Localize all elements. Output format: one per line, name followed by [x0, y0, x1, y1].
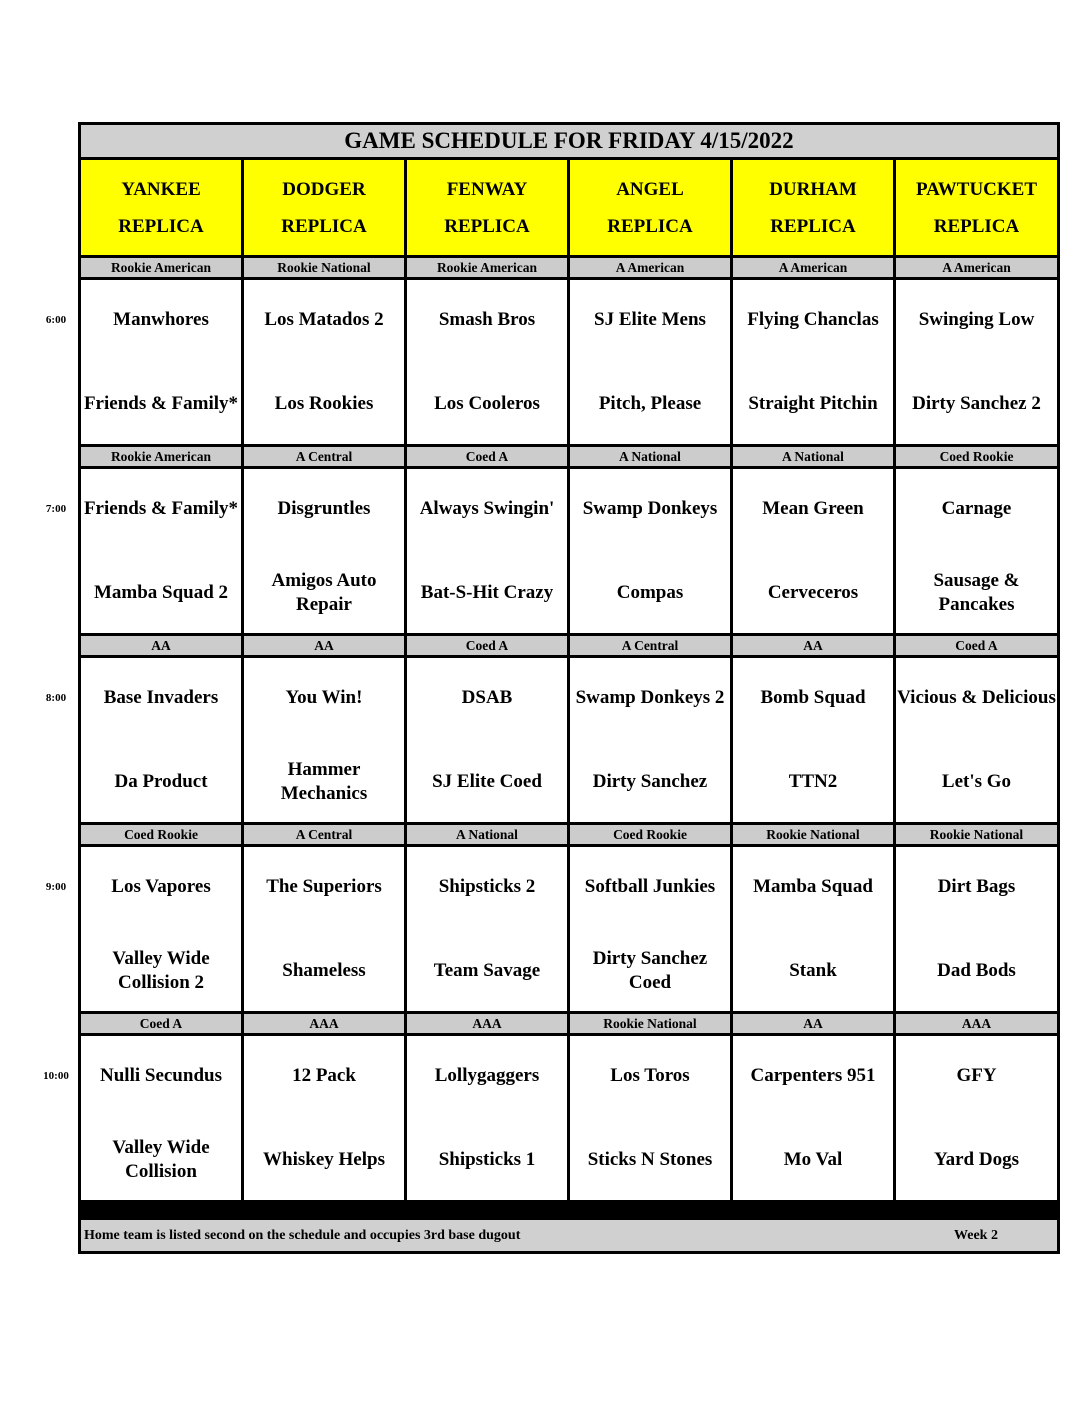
away-team: Mamba Squad: [753, 876, 873, 897]
division-label: Rookie National: [896, 825, 1057, 844]
home-team: Sticks N Stones: [587, 1149, 713, 1170]
home-team: Team Savage: [433, 960, 541, 981]
division-label: AA: [244, 636, 404, 655]
game-cell: [570, 1036, 730, 1200]
division-label: Coed A: [81, 1014, 241, 1033]
home-team: Sausage & Pancakes: [933, 570, 1020, 615]
game-cell: [733, 1036, 893, 1200]
home-team: Mo Val: [783, 1149, 843, 1170]
home-team: Valley Wide Collision 2: [112, 948, 210, 993]
away-team: Lollygaggers: [434, 1065, 540, 1086]
away-team: Dirt Bags: [937, 876, 1016, 897]
game-cell: [81, 658, 241, 822]
games-row: [81, 658, 1057, 822]
game-cell: [570, 280, 730, 444]
home-team: Dirty Sanchez 2: [912, 393, 1041, 414]
away-team: The Superiors: [266, 876, 382, 897]
home-team: Whiskey Helps: [263, 1149, 385, 1170]
home-team: Shameless: [282, 960, 366, 981]
away-team: Los Vapores: [111, 876, 211, 897]
game-cell: [733, 658, 893, 822]
game-cell: [896, 280, 1057, 444]
division-label: Coed Rookie: [570, 825, 730, 844]
game-cell: [896, 847, 1057, 1011]
field-name: DURHAM: [769, 178, 857, 200]
game-cell: [81, 1036, 241, 1200]
field-type: REPLICA: [933, 215, 1020, 237]
games-row: [81, 847, 1057, 1011]
division-label: A National: [570, 447, 730, 466]
division-label: Coed A: [896, 636, 1057, 655]
away-team: GFY: [956, 1065, 997, 1086]
division-label: AAA: [407, 1014, 567, 1033]
away-team: Mean Green: [762, 498, 864, 519]
division-label: A American: [896, 258, 1057, 277]
division-row: [81, 636, 1057, 655]
away-team: Friends & Family*: [83, 498, 239, 519]
field-name: DODGER: [282, 178, 366, 200]
home-team: SJ Elite Coed: [432, 771, 542, 792]
division-label: AA: [733, 636, 893, 655]
home-team: Amigos Auto Repair: [271, 570, 377, 615]
footer-note: Home team is listed second on the schedule and occupies 3rd base dugout: [84, 1228, 521, 1243]
home-team: Los Rookies: [274, 393, 374, 414]
division-label: A Central: [244, 447, 404, 466]
schedule-table: [78, 122, 1060, 1254]
games-row: [81, 469, 1057, 633]
away-team: Always Swingin': [419, 498, 555, 519]
field-header-row: [81, 160, 1057, 255]
home-team: Straight Pitchin: [748, 393, 878, 414]
game-cell: [896, 1036, 1057, 1200]
schedule-footer: [81, 1220, 1057, 1251]
away-team: Manwhores: [113, 309, 209, 330]
away-team: Swamp Donkeys 2: [575, 687, 725, 708]
game-cell: [407, 280, 567, 444]
game-cell: [407, 847, 567, 1011]
division-label: AA: [81, 636, 241, 655]
division-label: Rookie National: [244, 258, 404, 277]
time-label: 9:00: [45, 881, 67, 893]
home-team: Bat-S-Hit Crazy: [420, 582, 554, 603]
home-team: Friends & Family*: [83, 393, 239, 414]
home-team: Yard Dogs: [934, 1149, 1019, 1170]
division-label: Rookie National: [570, 1014, 730, 1033]
away-team: Base Invaders: [103, 687, 219, 708]
home-team: Da Product: [114, 771, 208, 792]
away-team: Softball Junkies: [584, 876, 716, 897]
field-name: PAWTUCKET: [915, 178, 1038, 200]
game-cell: [81, 847, 241, 1011]
field-type: REPLICA: [607, 215, 693, 237]
home-team: Compas: [616, 582, 684, 603]
home-team: Dirty Sanchez Coed: [592, 948, 708, 993]
away-team: 12 Pack: [292, 1065, 356, 1086]
away-team: Swamp Donkeys: [582, 498, 718, 519]
division-label: Rookie American: [407, 258, 567, 277]
home-team: Shipsticks 1: [438, 1149, 536, 1170]
field-type: REPLICA: [281, 215, 367, 237]
division-label: AAA: [896, 1014, 1057, 1033]
home-team: Hammer Mechanics: [280, 759, 368, 804]
away-team: Flying Chanclas: [747, 309, 879, 330]
away-team: You Win!: [285, 687, 363, 708]
game-cell: [407, 658, 567, 822]
division-label: A National: [733, 447, 893, 466]
game-cell: [244, 847, 404, 1011]
games-row: [81, 1036, 1057, 1200]
division-label: A Central: [244, 825, 404, 844]
field-name: ANGEL: [616, 178, 684, 200]
away-team: Swinging Low: [918, 309, 1035, 330]
game-cell: [733, 469, 893, 633]
home-team: Mamba Squad 2: [93, 582, 229, 603]
field-name: FENWAY: [446, 178, 528, 200]
division-label: A American: [733, 258, 893, 277]
game-cell: [244, 469, 404, 633]
home-team: Dad Bods: [937, 960, 1016, 981]
home-team: Stank: [789, 960, 837, 981]
game-cell: [244, 1036, 404, 1200]
away-team: Bomb Squad: [760, 687, 866, 708]
division-label: Coed A: [407, 636, 567, 655]
field-header: [733, 160, 893, 255]
field-type: REPLICA: [444, 215, 530, 237]
away-team: Los Matados 2: [264, 309, 384, 330]
field-header: [570, 160, 730, 255]
division-row: [81, 447, 1057, 466]
division-row: [81, 1014, 1057, 1033]
division-label: AAA: [244, 1014, 404, 1033]
field-name: YANKEE: [121, 178, 201, 200]
away-team: Shipsticks 2: [438, 876, 536, 897]
schedule-title: GAME SCHEDULE FOR FRIDAY 4/15/2022: [81, 125, 1057, 157]
field-header: [244, 160, 404, 255]
game-cell: [570, 469, 730, 633]
division-label: Coed A: [407, 447, 567, 466]
division-label: Coed Rookie: [896, 447, 1057, 466]
time-label: 10:00: [43, 1070, 69, 1082]
home-team: Let's Go: [941, 771, 1012, 792]
home-team: Cerveceros: [767, 582, 859, 603]
time-label: 8:00: [45, 692, 67, 704]
field-type: REPLICA: [118, 215, 204, 237]
field-header: [896, 160, 1057, 255]
field-header: [407, 160, 567, 255]
game-cell: [570, 658, 730, 822]
division-label: A Central: [570, 636, 730, 655]
games-row: [81, 280, 1057, 444]
away-team: Carnage: [941, 498, 1012, 519]
home-team: Valley Wide Collision: [112, 1137, 210, 1182]
away-team: Vicious & Delicious: [897, 687, 1056, 708]
game-cell: [244, 280, 404, 444]
time-label: 6:00: [45, 314, 67, 326]
game-cell: [244, 658, 404, 822]
game-cell: [81, 280, 241, 444]
division-label: A American: [570, 258, 730, 277]
home-team: Los Cooleros: [434, 393, 540, 414]
game-cell: [81, 469, 241, 633]
home-team: Dirty Sanchez: [592, 771, 708, 792]
division-row: [81, 825, 1057, 844]
time-label: 7:00: [45, 503, 67, 515]
division-label: Coed Rookie: [81, 825, 241, 844]
home-team: TTN2: [788, 771, 838, 792]
division-label: Rookie American: [81, 447, 241, 466]
game-cell: [570, 847, 730, 1011]
week-label: Week 2: [954, 1228, 998, 1243]
game-cell: [407, 1036, 567, 1200]
game-cell: [733, 280, 893, 444]
away-team: DSAB: [461, 687, 513, 708]
away-team: Smash Bros: [438, 309, 536, 330]
game-cell: [407, 469, 567, 633]
field-type: REPLICA: [770, 215, 856, 237]
game-cell: [896, 658, 1057, 822]
away-team: Los Toros: [610, 1065, 690, 1086]
away-team: Nulli Secundus: [100, 1065, 222, 1086]
away-team: Carpenters 951: [750, 1065, 876, 1086]
field-header: [81, 160, 241, 255]
division-label: Rookie National: [733, 825, 893, 844]
division-row: [81, 258, 1057, 277]
away-team: Disgruntles: [277, 498, 371, 519]
away-team: SJ Elite Mens: [594, 309, 706, 330]
home-team: Pitch, Please: [598, 393, 702, 414]
game-cell: [733, 847, 893, 1011]
division-label: AA: [733, 1014, 893, 1033]
game-cell: [896, 469, 1057, 633]
division-label: Rookie American: [81, 258, 241, 277]
division-label: A National: [407, 825, 567, 844]
